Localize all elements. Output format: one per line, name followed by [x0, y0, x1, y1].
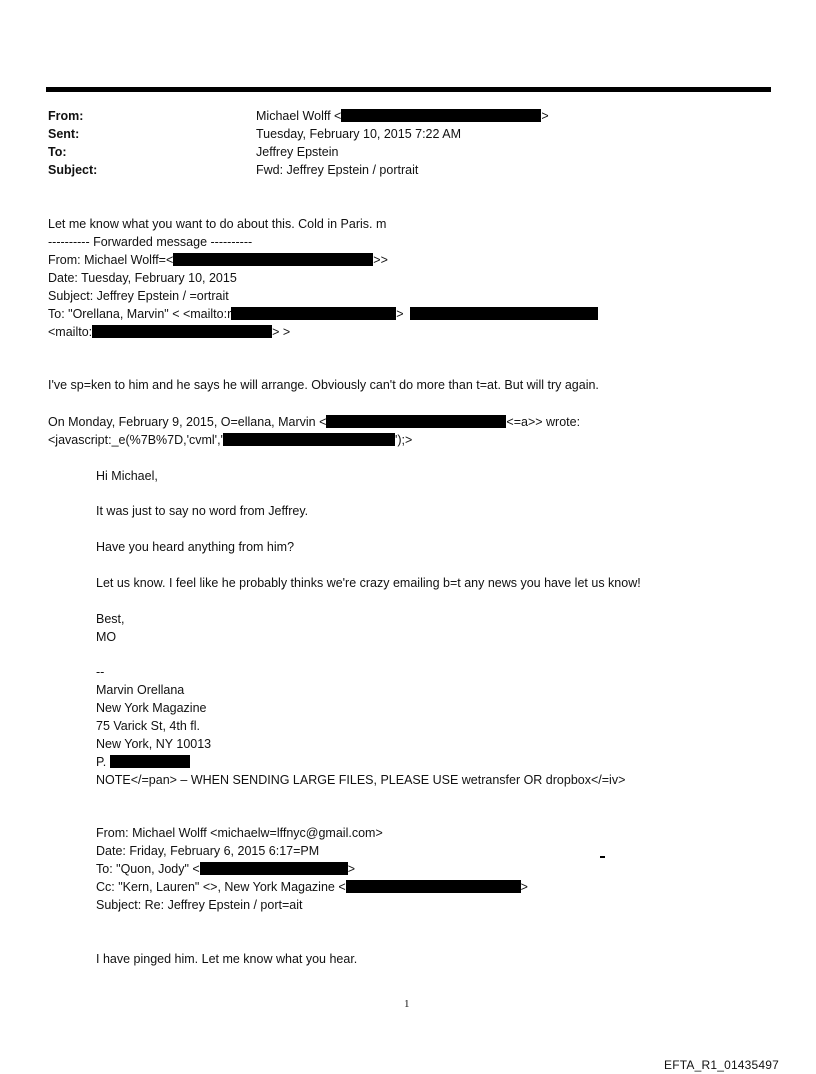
- forwarded-to: To: "Orellana, Marvin" < <mailto:r >: [48, 305, 598, 323]
- to-label: To:: [48, 145, 67, 159]
- document-id: EFTA_R1_01435497: [664, 1058, 780, 1072]
- redaction: [231, 307, 396, 320]
- forwarded-from: From: Michael Wolff=< >>: [48, 253, 388, 267]
- earlier-cc: Cc: "Kern, Lauren" <>, New York Magazine < >: [96, 880, 528, 894]
- redaction: [341, 109, 541, 122]
- earlier-subject: Subject: Re: Jeffrey Epstein / port=ait: [96, 898, 303, 912]
- signature-address-1: 75 Varick St, 4th fl.: [96, 719, 200, 733]
- redaction: [92, 325, 272, 338]
- redaction: [173, 253, 373, 266]
- subject-value: Fwd: Jeffrey Epstein / portrait: [256, 163, 419, 177]
- signature-note: NOTE</=pan> – WHEN SENDING LARGE FILES, PLEASE USE wetransfer OR dropbox</=iv>: [96, 773, 626, 787]
- forwarded-date: Date: Tuesday, February 10, 2015: [48, 271, 237, 285]
- reply-line: I've sp=ken to him and he says he will arrange. Obviously can't do more than t=at. But will try again.: [48, 378, 599, 392]
- stray-mark: [600, 856, 605, 858]
- redaction: [346, 880, 521, 893]
- redaction: [110, 755, 190, 768]
- earlier-body: I have pinged him. Let me know what you hear.: [96, 952, 358, 966]
- redaction: [326, 415, 506, 428]
- redaction: [200, 862, 348, 875]
- from-value: Michael Wolff < >: [256, 109, 549, 123]
- intro-line: Let me know what you want to do about this. Cold in Paris. m: [48, 217, 387, 231]
- signature-address-2: New York, NY 10013: [96, 737, 212, 751]
- signature-dash: --: [96, 665, 105, 679]
- sent-label: Sent:: [48, 127, 80, 141]
- earlier-from: From: Michael Wolff <michaelw=lffnyc@gmail.com>: [96, 826, 383, 840]
- javascript-line: <javascript:_e(%7B%7D,'cvml',' ');>: [48, 433, 413, 447]
- earlier-to: To: "Quon, Jody" < >: [96, 862, 356, 876]
- sent-value: Tuesday, February 10, 2015 7:22 AM: [256, 127, 461, 141]
- page-number: 1: [404, 998, 410, 1010]
- quoted-line-3: Let us know. I feel like he probably thinks we're crazy emailing b=t any news you have let us know!: [96, 576, 641, 590]
- forwarded-divider: ---------- Forwarded message ----------: [48, 235, 253, 249]
- header-rule: [46, 87, 771, 92]
- quoted-signoff-1: Best,: [96, 612, 125, 626]
- forwarded-mailto: <mailto: > >: [48, 325, 291, 339]
- signature-name: Marvin Orellana: [96, 683, 185, 697]
- quoted-line-1: It was just to say no word from Jeffrey.: [96, 504, 309, 518]
- signature-org: New York Magazine: [96, 701, 207, 715]
- earlier-date: Date: Friday, February 6, 2015 6:17=PM: [96, 844, 320, 858]
- to-value: Jeffrey Epstein: [256, 145, 339, 159]
- quoted-greeting: Hi Michael,: [96, 469, 158, 483]
- on-monday-line: On Monday, February 9, 2015, O=ellana, Marvin < <=a>> wrote:: [48, 415, 581, 429]
- quoted-line-2: Have you heard anything from him?: [96, 540, 295, 554]
- subject-label: Subject:: [48, 163, 98, 177]
- forwarded-subject: Subject: Jeffrey Epstein / =ortrait: [48, 289, 229, 303]
- signature-phone: P.: [96, 753, 190, 771]
- quoted-signoff-2: MO: [96, 630, 117, 644]
- redaction: [223, 433, 395, 446]
- redaction: [410, 307, 598, 320]
- from-label: From:: [48, 109, 84, 123]
